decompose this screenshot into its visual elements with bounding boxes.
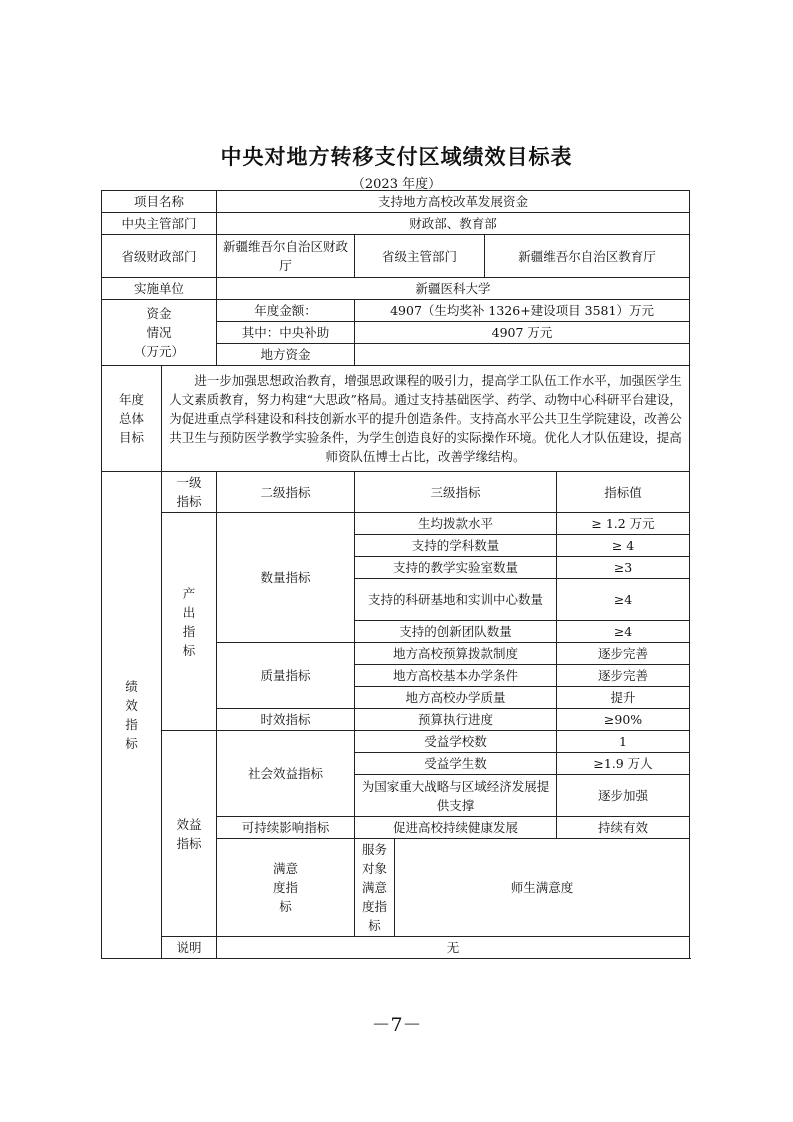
table-row: 受益学校数 <box>355 731 557 753</box>
table-row: 地方高校预算拨款制度 <box>355 643 557 665</box>
central-subsidy-label: 其中：中央补助 <box>217 322 355 344</box>
table-row: 支持的教学实验室数量 <box>355 557 557 579</box>
indicator-value: ≥4 <box>557 621 690 643</box>
benefit-indicators-label: 效益 指标 <box>162 731 217 937</box>
provincial-finance-value: 新疆维吾尔自治区财政厅 <box>217 235 355 278</box>
satisfaction-indicators-label: 满意 度指 标 <box>217 839 355 937</box>
indicator-value: 逐步完善 <box>557 643 690 665</box>
local-funds-value <box>355 344 690 366</box>
central-dept-label: 中央主管部门 <box>102 213 217 235</box>
annual-amount-value: 4907（生均奖补 1326+建设项目 3581）万元 <box>355 300 690 322</box>
implementer-value: 新疆医科大学 <box>217 278 690 300</box>
year-label: （2023 年度） <box>351 177 442 192</box>
annual-goal-text: 进一步加强思想政治教育，增强思政课程的吸引力，提高学工队伍工作水平，加强医学生人文素质教育，努力构建“大思政”格局。通过支持基础医学、药学、动物中心科研平台建设，为促进重点学科建设和科技创新水平的提升创造条件。支持高水平公共卫生学院建设，改善公共卫生与预防医学教学实验条件，为学生创造良好的实际操作环境。优化人才队伍建设，提高师资队伍博士占比，改善学缘结构。 <box>162 366 690 472</box>
indicator-value: 逐步加强 <box>557 775 690 817</box>
funds-label: 资金 情况 （万元） <box>102 300 217 366</box>
indicator-value: 逐步完善 <box>557 665 690 687</box>
performance-indicators-label: 绩 效 指 标 <box>102 472 162 959</box>
quality-indicator-label: 质量指标 <box>217 643 355 709</box>
sustainability-label: 可持续影响指标 <box>217 817 355 839</box>
table-row: 地方高校基本办学条件 <box>355 665 557 687</box>
provincial-dept-value: 新疆维吾尔自治区教育厅 <box>485 235 690 278</box>
table-row: 生均拨款水平 <box>355 513 557 535</box>
implementer-label: 实施单位 <box>102 278 217 300</box>
service-satisfaction-label: 服务对象满意度指标 <box>355 839 395 937</box>
annual-goal-label: 年度 总体 目标 <box>102 366 162 472</box>
indicator-value: ≥1.9 万人 <box>557 753 690 775</box>
table-row: 支持的创新团队数量 <box>355 621 557 643</box>
page-title: 中央对地方转移支付区域绩效目标表 <box>220 144 573 169</box>
indicator-value: ≥ 1.2 万元 <box>557 513 690 535</box>
local-funds-label: 地方资金 <box>217 344 355 366</box>
level3-header: 三级指标 <box>355 472 557 513</box>
output-indicators-label: 产 出 指 标 <box>162 513 217 731</box>
provincial-finance-label: 省级财政部门 <box>102 235 217 278</box>
annual-amount-label: 年度金额： <box>217 300 355 322</box>
indicator-value: 提升 <box>557 687 690 709</box>
table-row: 为国家重大战略与区域经济发展提供支撑 <box>355 775 557 817</box>
timeliness-indicator-label: 时效指标 <box>217 709 355 731</box>
notes-label: 说明 <box>162 937 217 959</box>
indicator-value: 持续有效 <box>557 817 690 839</box>
level1-header: 一级 指标 <box>162 472 217 513</box>
quantity-indicator-label: 数量指标 <box>217 513 355 643</box>
indicator-value: ≥3 <box>557 557 690 579</box>
value-header: 指标值 <box>557 472 690 513</box>
table-row: 支持的学科数量 <box>355 535 557 557</box>
social-benefit-label: 社会效益指标 <box>217 731 355 817</box>
performance-table <box>101 190 690 959</box>
indicator-value: ≥ 4 <box>557 535 690 557</box>
table-row: 支持的科研基地和实训中心数量 <box>355 579 557 621</box>
notes-value: 无 <box>217 937 690 959</box>
indicator-value: ≥90% <box>557 709 690 731</box>
table-row: 地方高校办学质量 <box>355 687 557 709</box>
indicator-value: 1 <box>557 731 690 753</box>
table-row: 受益学生数 <box>355 753 557 775</box>
table-row: 预算执行进度 <box>355 709 557 731</box>
table-row: 师生满意度 <box>395 839 690 937</box>
central-dept-value: 财政部、教育部 <box>217 213 690 235</box>
indicator-value: ≥4 <box>557 579 690 621</box>
page-number: －7－ <box>371 1014 422 1036</box>
project-name-label: 项目名称 <box>102 191 217 213</box>
project-name-value: 支持地方高校改革发展资金 <box>217 191 690 213</box>
central-subsidy-value: 4907 万元 <box>355 322 690 344</box>
provincial-dept-label: 省级主管部门 <box>355 235 485 278</box>
table-row: 促进高校持续健康发展 <box>355 817 557 839</box>
level2-header: 二级指标 <box>217 472 355 513</box>
